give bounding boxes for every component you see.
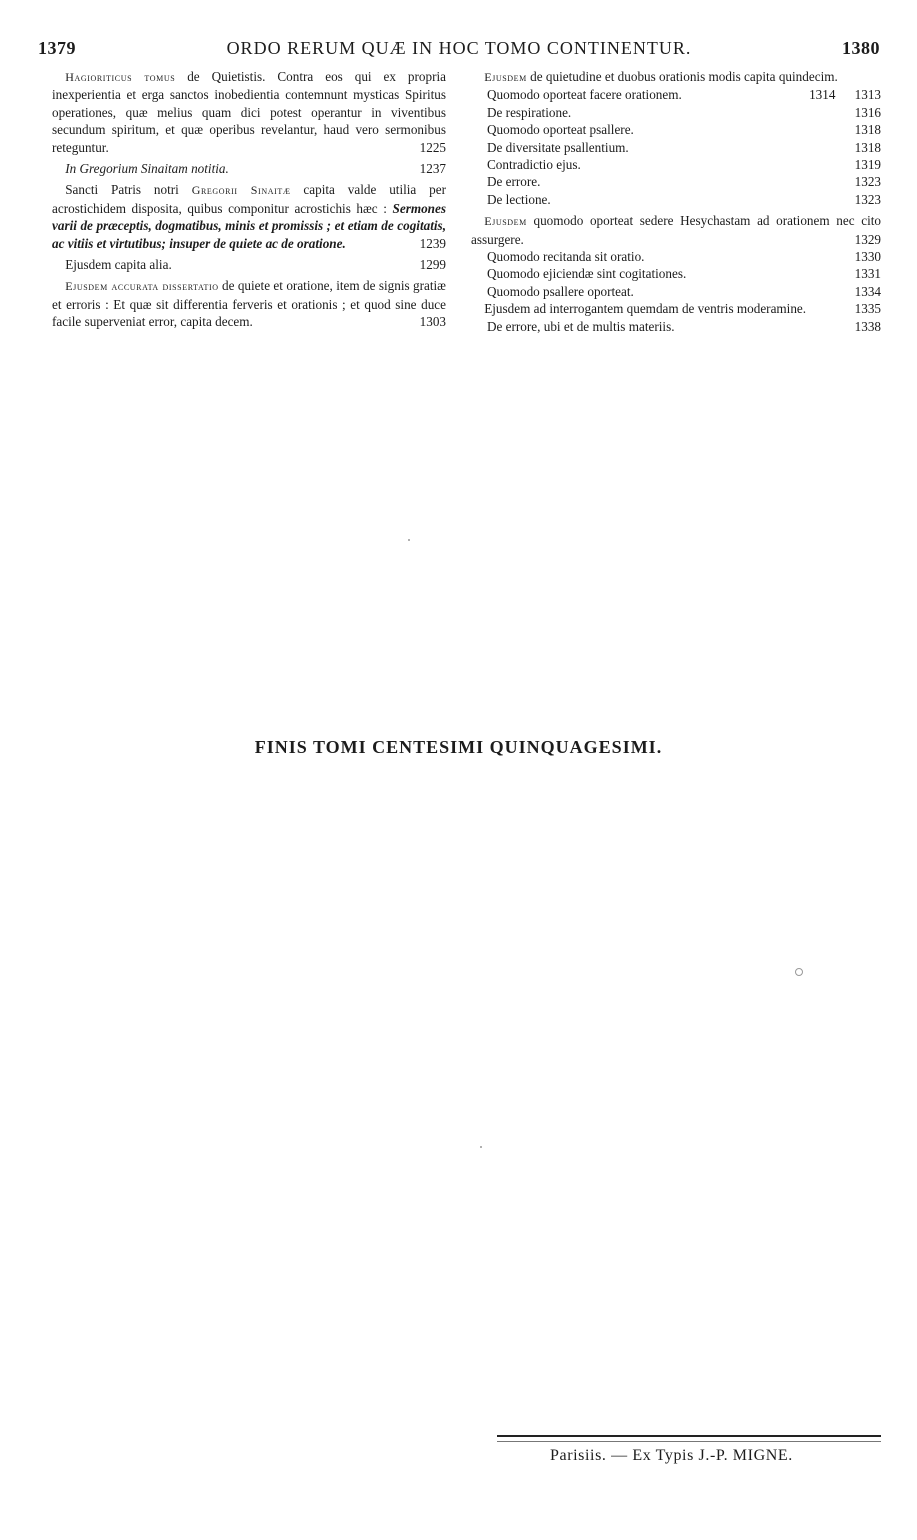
page-ref: 1319 <box>854 157 881 173</box>
running-header <box>38 38 880 62</box>
toc-entry: Quomodo oporteat facere orationem. 1314 <box>487 87 836 103</box>
page-ref: 1225 <box>419 139 446 155</box>
toc-entry: Quomodo ejiciendæ sint cogitationes. 1331 <box>487 266 881 282</box>
toc-entry: Ejusdem de quietudine et duobus orationis modis capita quindecim. 1313 <box>484 69 881 103</box>
toc-entry: De errore, ubi et de multis materiis. 1338 <box>487 318 881 334</box>
print-speck <box>480 1146 482 1148</box>
left-page-number: 1379 <box>38 38 76 58</box>
toc-entry: Quomodo recitanda sit oratio. 1330 <box>487 249 881 265</box>
toc-entry: In Gregorium Sinaitam notitia. 1237 <box>65 161 446 177</box>
finis-line: FINIS TOMI CENTESIMI QUINQUAGESIMI. <box>254 737 663 757</box>
toc-entry: De errore. 1323 <box>487 174 881 190</box>
page-ref: 1338 <box>854 318 881 334</box>
printer-imprint: Parisiis. — Ex Typis J.-P. MIGNE. <box>550 1447 793 1464</box>
left-column <box>52 68 446 331</box>
page-ref: 1303 <box>419 314 446 330</box>
page-ref: 1329 <box>854 231 881 247</box>
page-ref: 1330 <box>854 249 881 265</box>
page-ref: 1334 <box>854 283 881 299</box>
print-speck <box>408 539 410 541</box>
page-ref: 1316 <box>854 104 881 120</box>
page-ref: 1299 <box>419 257 446 273</box>
toc-entry: Quomodo psallere oporteat. 1334 <box>487 283 881 299</box>
toc-entry: Hagioriticus tomus de Quietistis. Contra eos qui ex propria inexperientia et erga sanctos inobedientia contemnunt mysticas Spiritus operationes, quæ melius quam dici potest operantur in viventibus secundum spiritum, et quæ operibus revelantur, haud vero sermonibus reteguntur. 1225 <box>52 69 446 155</box>
page-ref: 1335 <box>854 301 881 317</box>
page-ref: 1237 <box>419 161 446 177</box>
imprint-rule-thin <box>497 1441 881 1442</box>
page-ref: 1318 <box>854 122 881 138</box>
toc-entry: Ejusdem capita alia. 1299 <box>65 257 446 273</box>
imprint-rule <box>497 1435 881 1437</box>
page-ref: 1323 <box>854 191 881 207</box>
toc-entry: Ejusdem accurata dissertatio de quiete et oratione, item de signis gratiæ et erroris : Et quæ sit differentia ferveris et orationis ; et quod sine duce facile superveniat error, capita decem. 1303 <box>52 278 446 330</box>
page-ref: 1331 <box>854 266 881 282</box>
toc-entry: De diversitate psallentium. 1318 <box>487 139 881 155</box>
toc-entry: Contradictio ejus. 1319 <box>487 157 881 173</box>
toc-entry: De lectione. 1323 <box>487 191 881 207</box>
right-column <box>471 68 881 335</box>
print-speck <box>795 968 803 976</box>
toc-entry: Ejusdem quomodo oporteat sedere Hesychastam ad orationem nec cito assurgere. 1329 <box>471 213 881 247</box>
right-page-number: 1380 <box>842 38 880 58</box>
toc-entry: Ejusdem ad interrogantem quemdam de ventris moderamine. 1335 <box>484 301 881 317</box>
running-title: ORDO RERUM QUÆ IN HOC TOMO CONTINENTUR. <box>226 38 692 58</box>
page-ref: 1318 <box>854 139 881 155</box>
toc-entry: Quomodo oporteat psallere. 1318 <box>487 122 881 138</box>
page-ref: 1313 <box>854 87 881 103</box>
page-ref: 1239 <box>419 235 446 251</box>
page-ref: 1323 <box>854 174 881 190</box>
toc-entry: Sancti Patris notri Gregorii Sinaitæ capita valde utilia per acrostichidem disposita, quibus componitur acrostichis hæc : Sermones varii de præceptis, dogmatibus, minis et promissis ; et etiam de cogitatis, ac vitiis et virtutibus; insuper de quiete ac de oratione. 1239 <box>52 182 446 251</box>
page-ref: 1314 <box>809 87 836 103</box>
toc-entry: De respiratione. 1316 <box>487 104 881 120</box>
